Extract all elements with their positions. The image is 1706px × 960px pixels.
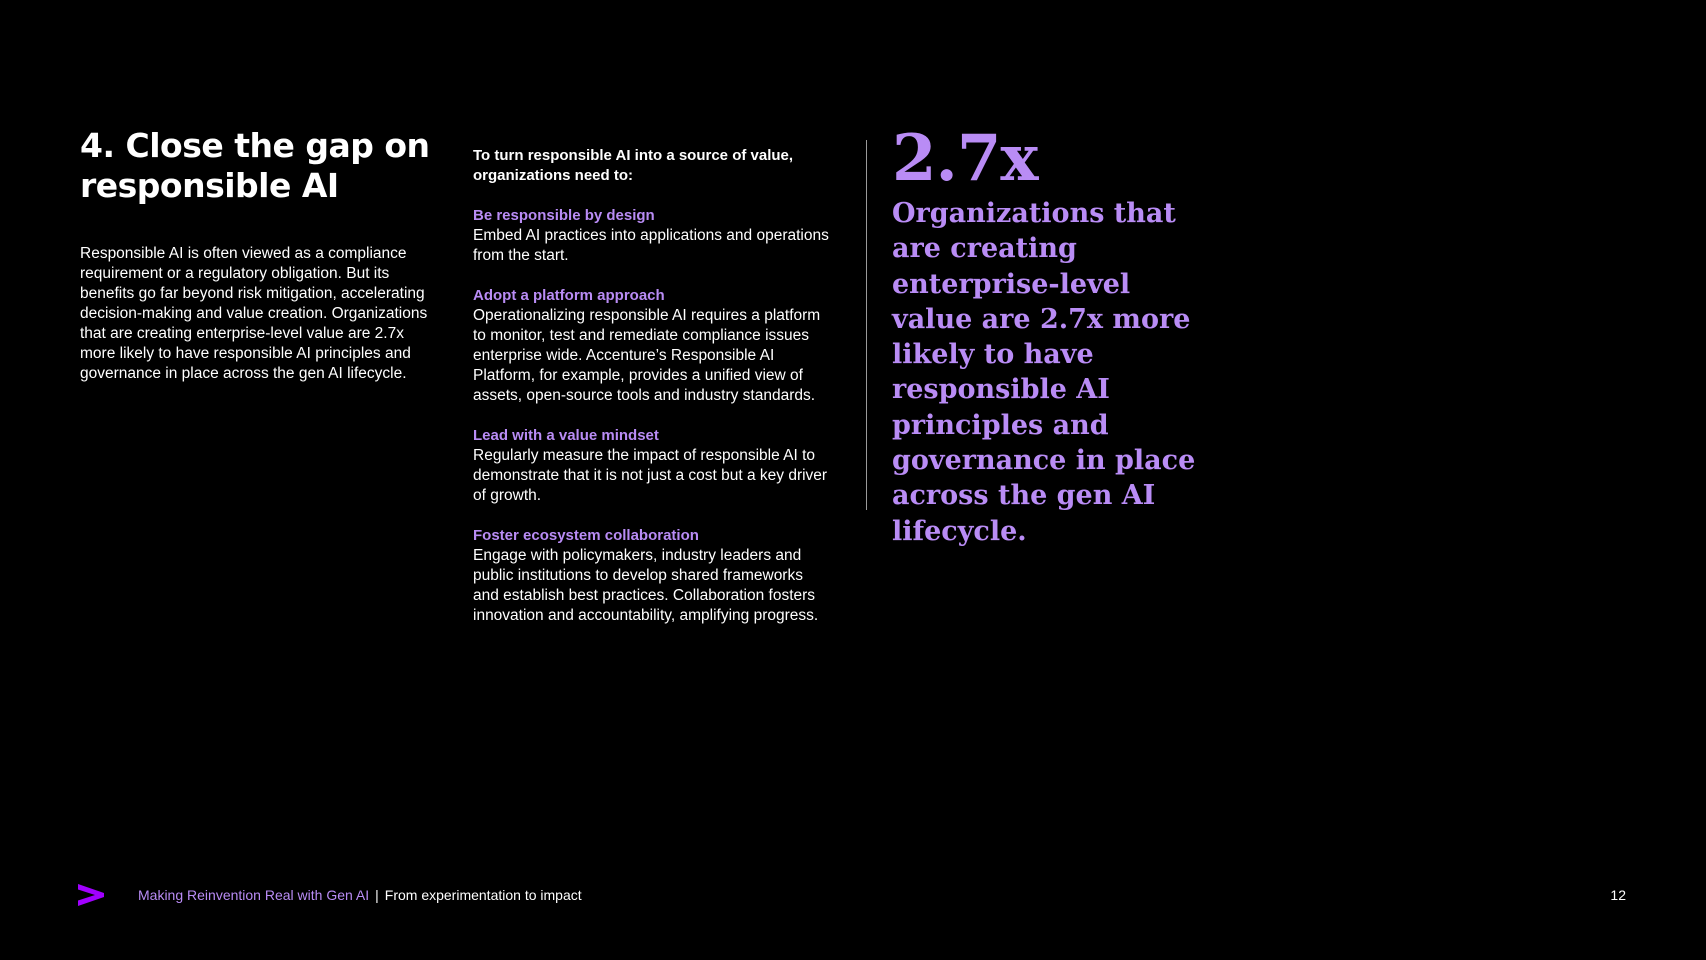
footer-separator: | bbox=[375, 887, 379, 903]
action-item-text: Operationalizing responsible AI requires a platform to monitor, test and remediate compliance issues enterprise wide. Accenture’s Responsible AI Platform, for example, provides a unified view of assets, open-source tools and industry standards. bbox=[473, 307, 821, 404]
action-item-title: Foster ecosystem collaboration bbox=[473, 527, 699, 544]
action-item bbox=[473, 286, 833, 406]
action-item-title: Adopt a platform approach bbox=[473, 287, 665, 304]
accenture-logo-icon bbox=[78, 884, 104, 906]
section-title: 4. Close the gap on responsible AI bbox=[80, 126, 430, 205]
footer bbox=[0, 880, 1706, 910]
action-item-text: Engage with policymakers, industry leaders and public institutions to develop shared frameworks and establish best practices. Collaboration fosters innovation and accountability, amplifying progress. bbox=[473, 547, 819, 624]
vertical-divider bbox=[866, 140, 867, 510]
action-item-title: Lead with a value mindset bbox=[473, 427, 659, 444]
actions-lead: To turn responsible AI into a source of value, organizations need to: bbox=[473, 147, 794, 184]
intro-paragraph: Responsible AI is often viewed as a compliance requirement or a regulatory obligation. But its benefits go far beyond risk mitigation, accelerating decision-making and value creation. Organizations that are creating enterprise-level value are 2.7x more likely to have responsible AI principles and governance in place across the gen AI lifecycle. bbox=[80, 245, 428, 382]
action-item bbox=[473, 526, 833, 626]
stat-value: 2.7x bbox=[892, 121, 1038, 196]
footer-section-title: From experimentation to impact bbox=[384, 887, 582, 903]
page-number: 12 bbox=[1610, 887, 1626, 903]
action-item-title: Be responsible by design bbox=[473, 207, 655, 224]
stat-caption: Organizations that are creating enterprise-level value are 2.7x more likely to have responsible AI principles and governance in place across the gen AI lifecycle. bbox=[892, 198, 1196, 547]
left-column bbox=[80, 126, 440, 400]
action-item bbox=[473, 426, 833, 506]
actions-column bbox=[473, 146, 833, 646]
action-item bbox=[473, 206, 833, 266]
stat-callout bbox=[892, 118, 1212, 549]
action-item-text: Regularly measure the impact of responsible AI to demonstrate that it is not just a cost but a key driver of growth. bbox=[473, 447, 828, 504]
action-item-text: Embed AI practices into applications and operations from the start. bbox=[473, 227, 829, 264]
footer-breadcrumb bbox=[138, 886, 582, 904]
footer-doc-title: Making Reinvention Real with Gen AI bbox=[138, 887, 370, 903]
